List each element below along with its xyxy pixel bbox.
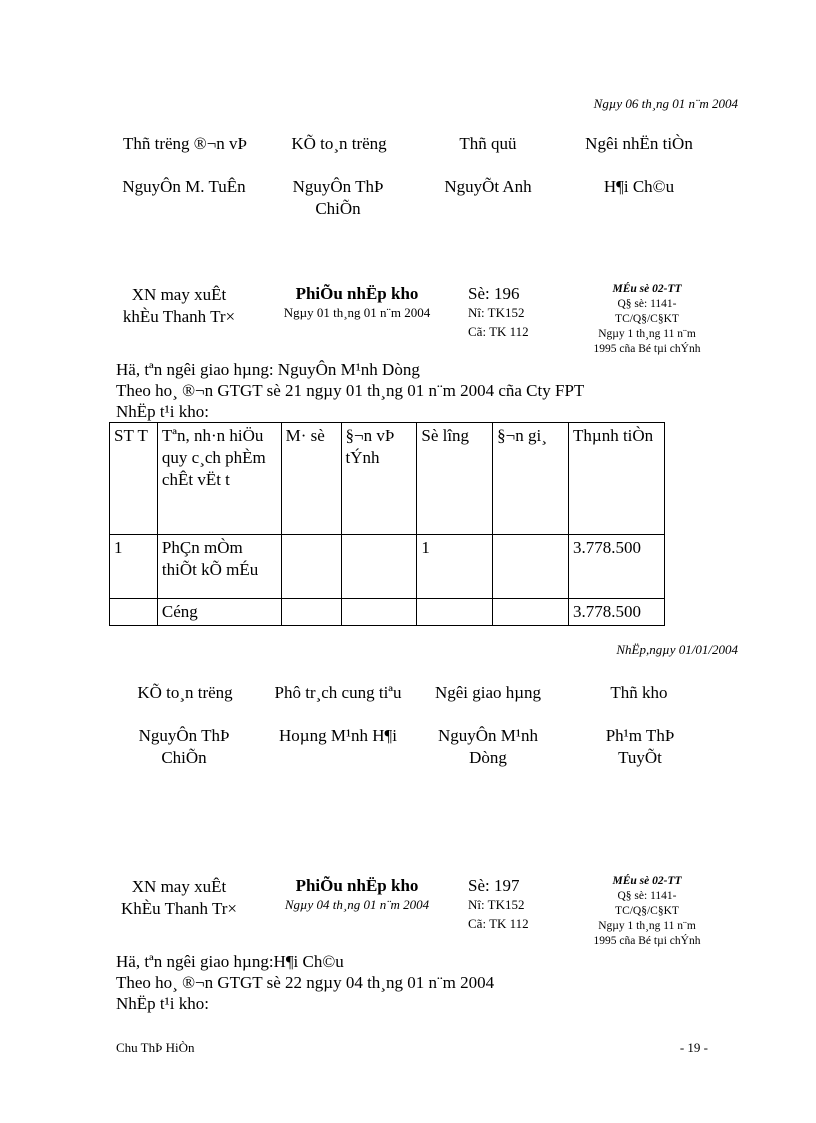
slip1-date: Ngµy 01 th¸ng 01 n¨m 2004 bbox=[283, 305, 431, 320]
col-header-name: Tªn, nh·n hiÖu quy c¸ch phÈm chÊt vËt t bbox=[157, 423, 281, 535]
slip1-basis: Theo ho¸ ®¬n GTGT sè 21 ngµy 01 th¸ng 01 n¨m 2004 cña Cty FPT bbox=[116, 381, 585, 400]
sig1-header-chief-accountant: KÕ to¸n trëng bbox=[291, 134, 387, 153]
col-header-unit: §¬n vÞ tÝnh bbox=[341, 423, 417, 535]
cell-quantity: 1 bbox=[417, 535, 493, 599]
sig1-name-director: NguyÔn M. TuÊn bbox=[122, 177, 246, 196]
slip2-form-ref bbox=[572, 874, 722, 949]
sig2-name-deliverer: NguyÔn M¹nh Dòng bbox=[437, 726, 539, 767]
sig1-name-chief-accountant: NguyÔn ThÞ ChiÕn bbox=[292, 177, 384, 218]
sig2-name-chief-accountant: NguyÔn ThÞ ChiÕn bbox=[138, 726, 230, 767]
sig1-header-cashier: Thñ quü bbox=[459, 134, 517, 153]
goods-table bbox=[109, 422, 665, 626]
cell-unit bbox=[341, 535, 417, 599]
slip2-form-line: 1995 cña Bé tµi chÝnh bbox=[593, 935, 701, 947]
page-number: - 19 - bbox=[679, 1040, 708, 1055]
slip1-warehouse: NhËp t¹i kho: bbox=[116, 402, 209, 421]
cell-price bbox=[493, 599, 569, 626]
cell-amount: 3.778.500 bbox=[569, 535, 665, 599]
table-row bbox=[110, 535, 665, 599]
sig2-header-supply: Phô tr¸ch cung tiªu bbox=[274, 683, 402, 702]
slip1-credit: Cã: TK 112 bbox=[468, 324, 529, 339]
slip1-title: PhiÕu nhËp kho bbox=[295, 284, 419, 303]
sig1-name-cashier: NguyÕt Anh bbox=[444, 177, 532, 196]
cell-stt: 1 bbox=[110, 535, 158, 599]
slip2-number: Sè: 197 bbox=[468, 876, 520, 895]
slip2-form-line: Ngµy 1 th¸ng 11 n¨m bbox=[598, 920, 696, 932]
cell-code bbox=[281, 535, 341, 599]
cell-code bbox=[281, 599, 341, 626]
slip2-debit: Nî: TK152 bbox=[468, 897, 525, 912]
slip1-form-line: Ngµy 1 th¸ng 11 n¨m bbox=[598, 328, 696, 340]
slip1-form-line: Q§ sè: 1141- bbox=[617, 298, 677, 310]
col-header-price: §¬n gi¸ bbox=[493, 423, 569, 535]
table-header-row bbox=[110, 423, 665, 535]
slip2-form-line: TC/Q§/C§KT bbox=[615, 905, 679, 917]
col-header-quantity: Sè lîng bbox=[417, 423, 493, 535]
sig2-name-supply: Hoµng M¹nh H¶i bbox=[279, 726, 397, 745]
cell-total-label: Céng bbox=[157, 599, 281, 626]
slip2-form-title: MÉu sè 02-TT bbox=[612, 875, 682, 887]
cell-quantity bbox=[417, 599, 493, 626]
slip1-number: Sè: 196 bbox=[468, 284, 520, 303]
top-date: Ngµy 06 th¸ng 01 n¨m 2004 bbox=[593, 96, 738, 111]
slip1-form-line: TC/Q§/C§KT bbox=[615, 313, 679, 325]
sig1-header-director: Thñ trëng ®¬n vÞ bbox=[122, 134, 248, 153]
slip2-date: Ngµy 04 th¸ng 01 n¨m 2004 bbox=[284, 897, 430, 912]
slip1-form-line: 1995 cña Bé tµi chÝnh bbox=[593, 343, 701, 355]
slip1-deliverer: Hä, tªn ngêi giao hµng: NguyÔn M¹nh Dòng bbox=[116, 360, 420, 379]
sig1-header-receiver: Ngêi nhËn tiÒn bbox=[585, 134, 693, 153]
sig1-name-receiver: H¶i Ch©u bbox=[603, 177, 675, 196]
sig2-header-chief-accountant: KÕ to¸n trëng bbox=[137, 683, 233, 702]
slip1-form-title: MÉu sè 02-TT bbox=[612, 283, 682, 295]
sig2-header-storekeeper: Thñ kho bbox=[610, 683, 668, 702]
slip1-company: XN may xuÊt khÈu Thanh Tr× bbox=[122, 285, 236, 326]
sig2-name-storekeeper: Ph¹m ThÞ TuyÕt bbox=[605, 726, 675, 767]
slip2-credit: Cã: TK 112 bbox=[468, 916, 529, 931]
cell-total-amount: 3.778.500 bbox=[569, 599, 665, 626]
cell-stt bbox=[110, 599, 158, 626]
slip2-basis: Theo ho¸ ®¬n GTGT sè 22 ngµy 04 th¸ng 01 n¨m 2004 bbox=[116, 973, 495, 992]
table-total-row bbox=[110, 599, 665, 626]
col-header-stt: ST T bbox=[110, 423, 158, 535]
slip2-form-line: Q§ sè: 1141- bbox=[617, 890, 677, 902]
footer-author: Chu ThÞ HiÒn bbox=[116, 1040, 195, 1055]
slip2-company: XN may xuÊt KhÈu Thanh Tr× bbox=[120, 877, 237, 918]
slip1-debit: Nî: TK152 bbox=[468, 305, 525, 320]
slip2-warehouse: NhËp t¹i kho: bbox=[116, 994, 209, 1013]
col-header-code: M· sè bbox=[281, 423, 341, 535]
slip2-title: PhiÕu nhËp kho bbox=[295, 876, 419, 895]
cell-name: PhÇn mÒm thiÕt kÕ mÉu bbox=[157, 535, 281, 599]
cell-unit bbox=[341, 599, 417, 626]
slip1-form-ref bbox=[572, 282, 722, 357]
sig2-header-deliverer: Ngêi giao hµng bbox=[434, 683, 542, 702]
mid-date: NhËp,ngµy 01/01/2004 bbox=[616, 642, 738, 657]
col-header-amount: Thµnh tiÒn bbox=[569, 423, 665, 535]
cell-price bbox=[493, 535, 569, 599]
slip2-deliverer: Hä, tªn ngêi giao hµng:H¶i Ch©u bbox=[116, 952, 344, 971]
